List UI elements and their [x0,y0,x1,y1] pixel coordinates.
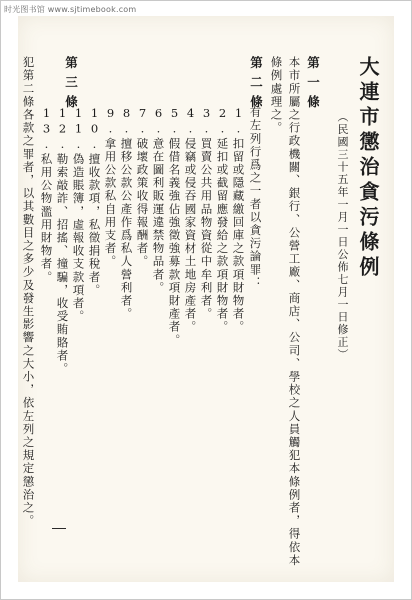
article-2-item-2: 2.延扣或截留應發給之款項財物者。 [215,106,230,334]
article-1-line-1: 本市所屬之行政機關、銀行、公營工廠、商店、公司、學校之人員觸犯本條例者，得依本 [287,56,302,567]
document-subtitle: （民國三十五年一月一日公佈七月一日修正） [336,111,349,361]
article-2-intro: 有左列行爲之一者以貪污論罪： [248,106,263,290]
article-3-label: 第三條 [63,56,79,115]
watermark: 时光图书馆 www.sjtimebook.com [4,5,137,14]
article-1-line-2: 條例處理之。 [269,56,284,135]
article-2-item-10: 10.擅收款項，私徵捐稅者。 [87,106,102,297]
article-2-item-11: 11.偽造賬簿，虛報收支款項者。 [71,106,86,324]
article-2-item-13: 13.私用公物濫用財物者。 [39,106,54,284]
article-2-item-4: 4.侵竊或侵吞國家資材土地房產者。 [183,106,198,334]
article-2-item-7: 7.破壞政策收得報酬者。 [135,106,150,269]
article-2-item-6: 6.意在圖利販運違禁物品者。 [151,106,166,295]
article-2-item-1: 1.扣留或隱藏繳回庫之款項財物者。 [231,106,246,334]
document-title: 大連市懲治貪污條例 [356,56,380,281]
article-1-label: 第一條 [305,56,321,115]
article-2-item-3: 3.買賣公共用品物資從中牟利者。 [199,106,214,321]
article-2-item-5: 5.假借名義強佔強徵強募款項財產者。 [167,106,182,347]
article-2-item-12: 12.勒索敲詐、招搖、撞騙，收受賄賂者。 [55,106,70,376]
document-page [18,16,394,582]
article-2-item-9: 9.拿用公款私自用支者。 [103,106,118,269]
article-2-label: 第二條 [248,56,264,115]
article-2-item-8: 8.擅移公款公產作爲私人營利者。 [119,106,134,321]
page-number [52,528,66,529]
article-3-line-1: 犯第二條各款之罪者，以其數目之多少及發生影響之大小，依左列之規定懲治之。 [21,56,36,528]
